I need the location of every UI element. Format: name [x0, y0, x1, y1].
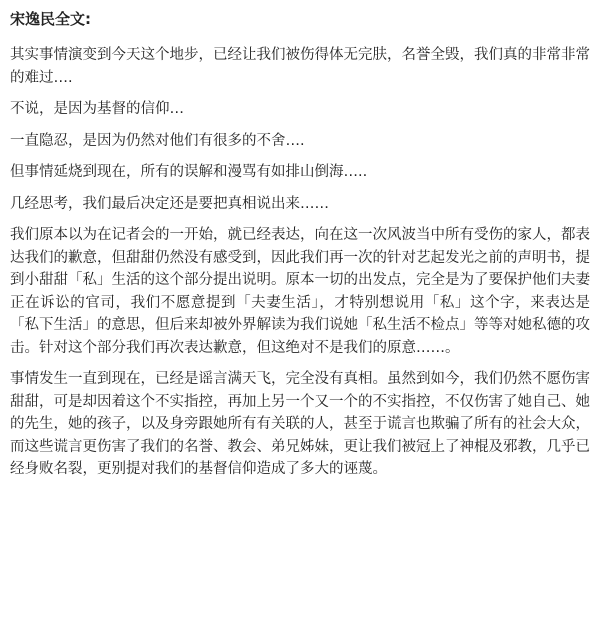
paragraph-5: 几经思考，我们最后决定还是要把真相说出来……	[10, 195, 329, 212]
paragraph-3: 一直隐忍，是因为仍然对他们有很多的不舍….	[10, 132, 305, 149]
paragraph-7: 事情发生一直到现在，已经是谣言满天飞，完全没有真相。虽然到如今，我们仍然不愿伤害甜甜，可是却因着这个不实指控，再加上另一个又一个的不实指控，不仅伤害了她自己、她的先生，她的孩子，以及身旁跟她所有有关联的人，甚至于谎言也欺骗了所有的社会大众，而这些谎言更伤害了我们的名誉、教会、弟兄姊妹，更让我们被冠上了神棍及邪教，几乎已经身败名裂，更别提对我们的基督信仰造成了多大的诬蔑。	[10, 371, 590, 477]
paragraph-2: 不说，是因为基督的信仰…	[10, 101, 184, 117]
document-title: 宋逸民全文:	[10, 10, 91, 28]
paragraph-6: 我们原本以为在记者会的一开始，就已经表达，向在这一次风波当中所有受伤的家人，都表达我们的歉意，但甜甜仍然没有感受到，因此我们再一次的针对艺起发光之前的声明书，提到小甜甜「私」生活的这个部分提出说明。原本一切的出发点，完全是为了要保护他们夫妻正在诉讼的官司，我们不愿意提到「夫妻生活」，才特别想说用「私」这个字，来表达是「私下生活」的意思，但后来却被外界解读为我们说她「私生活不检点」等等对她私德的攻击。针对这个部分我们再次表达歉意，但这绝对不是我们的原意……。	[10, 227, 590, 356]
paragraph-1: 其实事情演变到今天这个地步，已经让我们被伤得体无完肤，名誉全毁，我们真的非常非常的难过….	[10, 47, 590, 86]
paragraph-4: 但事情延烧到现在，所有的误解和漫骂有如排山倒海…..	[10, 164, 368, 180]
